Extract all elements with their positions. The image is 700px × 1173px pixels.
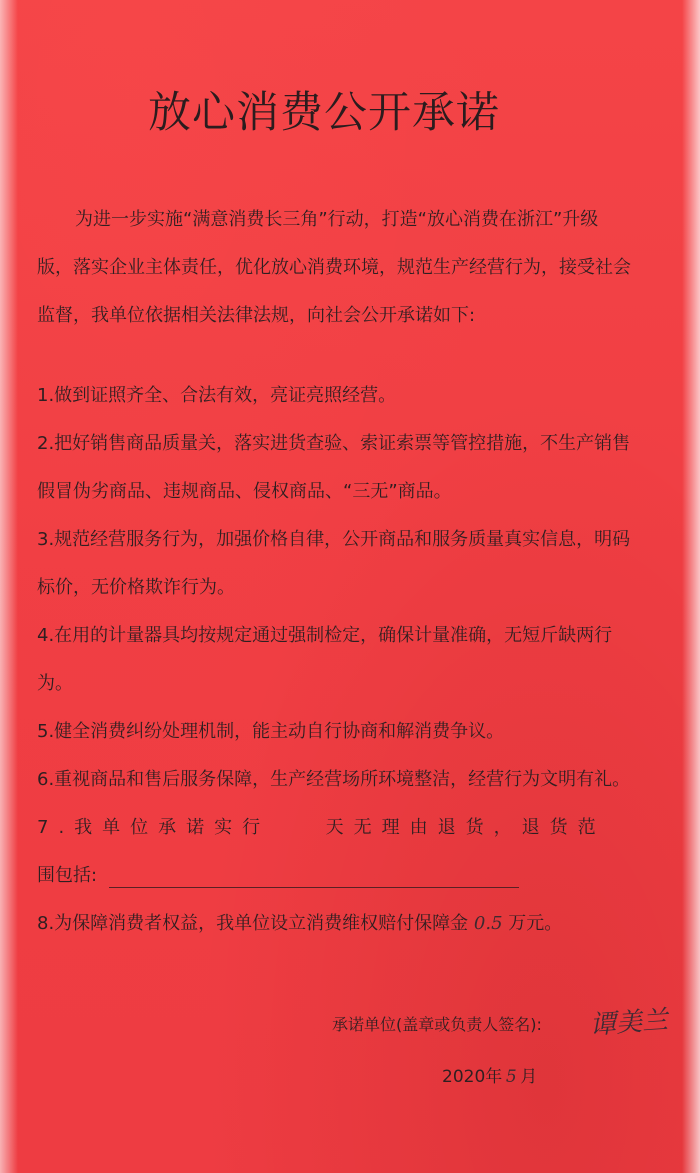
handwritten-signature: 谭美兰 [589,1005,669,1041]
commitment-list [37,372,633,948]
guarantee-amount-handwritten: 0.5 [473,913,503,934]
commitment-item-1: 1.做到证照齐全、合法有效，亮证亮照经营。 [37,385,397,406]
return-scope-label: 围包括: [37,865,98,886]
commitment-item-3: 3.规范经营服务行为，加强价格自律，公开商品和服务质量真实信息，明码标价，无价格欺诈行为。 [37,529,631,598]
commitment-item-5: 5.健全消费纠纷处理机制，能主动自行协商和解消费争议。 [37,721,505,742]
commitment-item-6: 6.重视商品和售后服务保障，生产经营场所环境整洁，经营行为文明有礼。 [37,769,631,790]
commitment-item-4: 4.在用的计量器具均按规定通过强制检定，确保计量准确，无短斤缺两行为。 [37,625,613,694]
commitment-item-2: 2.把好销售商品质量关，落实进货查验、索证索票等管控措施，不生产销售假冒伪劣商品、违规商品、侵权商品、“三无”商品。 [37,433,631,502]
document-title: 放心消费公开承诺 [148,88,500,138]
commitment-item-8-suffix: 万元。 [508,913,563,934]
document-date [442,1063,562,1091]
right-paper-edge [682,0,700,1173]
date-month-handwritten: 5 [505,1067,517,1087]
date-month-suffix: 月 [520,1067,538,1087]
left-paper-edge [0,0,18,1173]
commitment-item-7-line-1 [37,804,633,852]
date-year: 2020年 [442,1067,503,1087]
signature-label: 承诺单位(盖章或负责人签名): [332,1015,542,1034]
intro-paragraph: 为进一步实施“满意消费长三角”行动，打造“放心消费在浙江”升级版，落实企业主体责任，优化放心消费环境，规范生产经营行为，接受社会监督，我单位依据相关法律法规，向社会公开承诺如下: [37,209,631,326]
commitment-item-7-line-2 [37,852,633,900]
return-scope-blank-line [109,887,519,888]
commitment-item-7-prefix: 7.我单位承诺实行 [37,817,271,838]
commitment-item-8 [37,900,633,948]
commitment-item-7 [37,804,633,900]
commitment-item-7-suffix: 天无理由退货，退货范 [325,817,606,838]
commitment-item-8-prefix: 8.为保障消费者权益，我单位设立消费维权赔付保障金 [37,913,469,934]
